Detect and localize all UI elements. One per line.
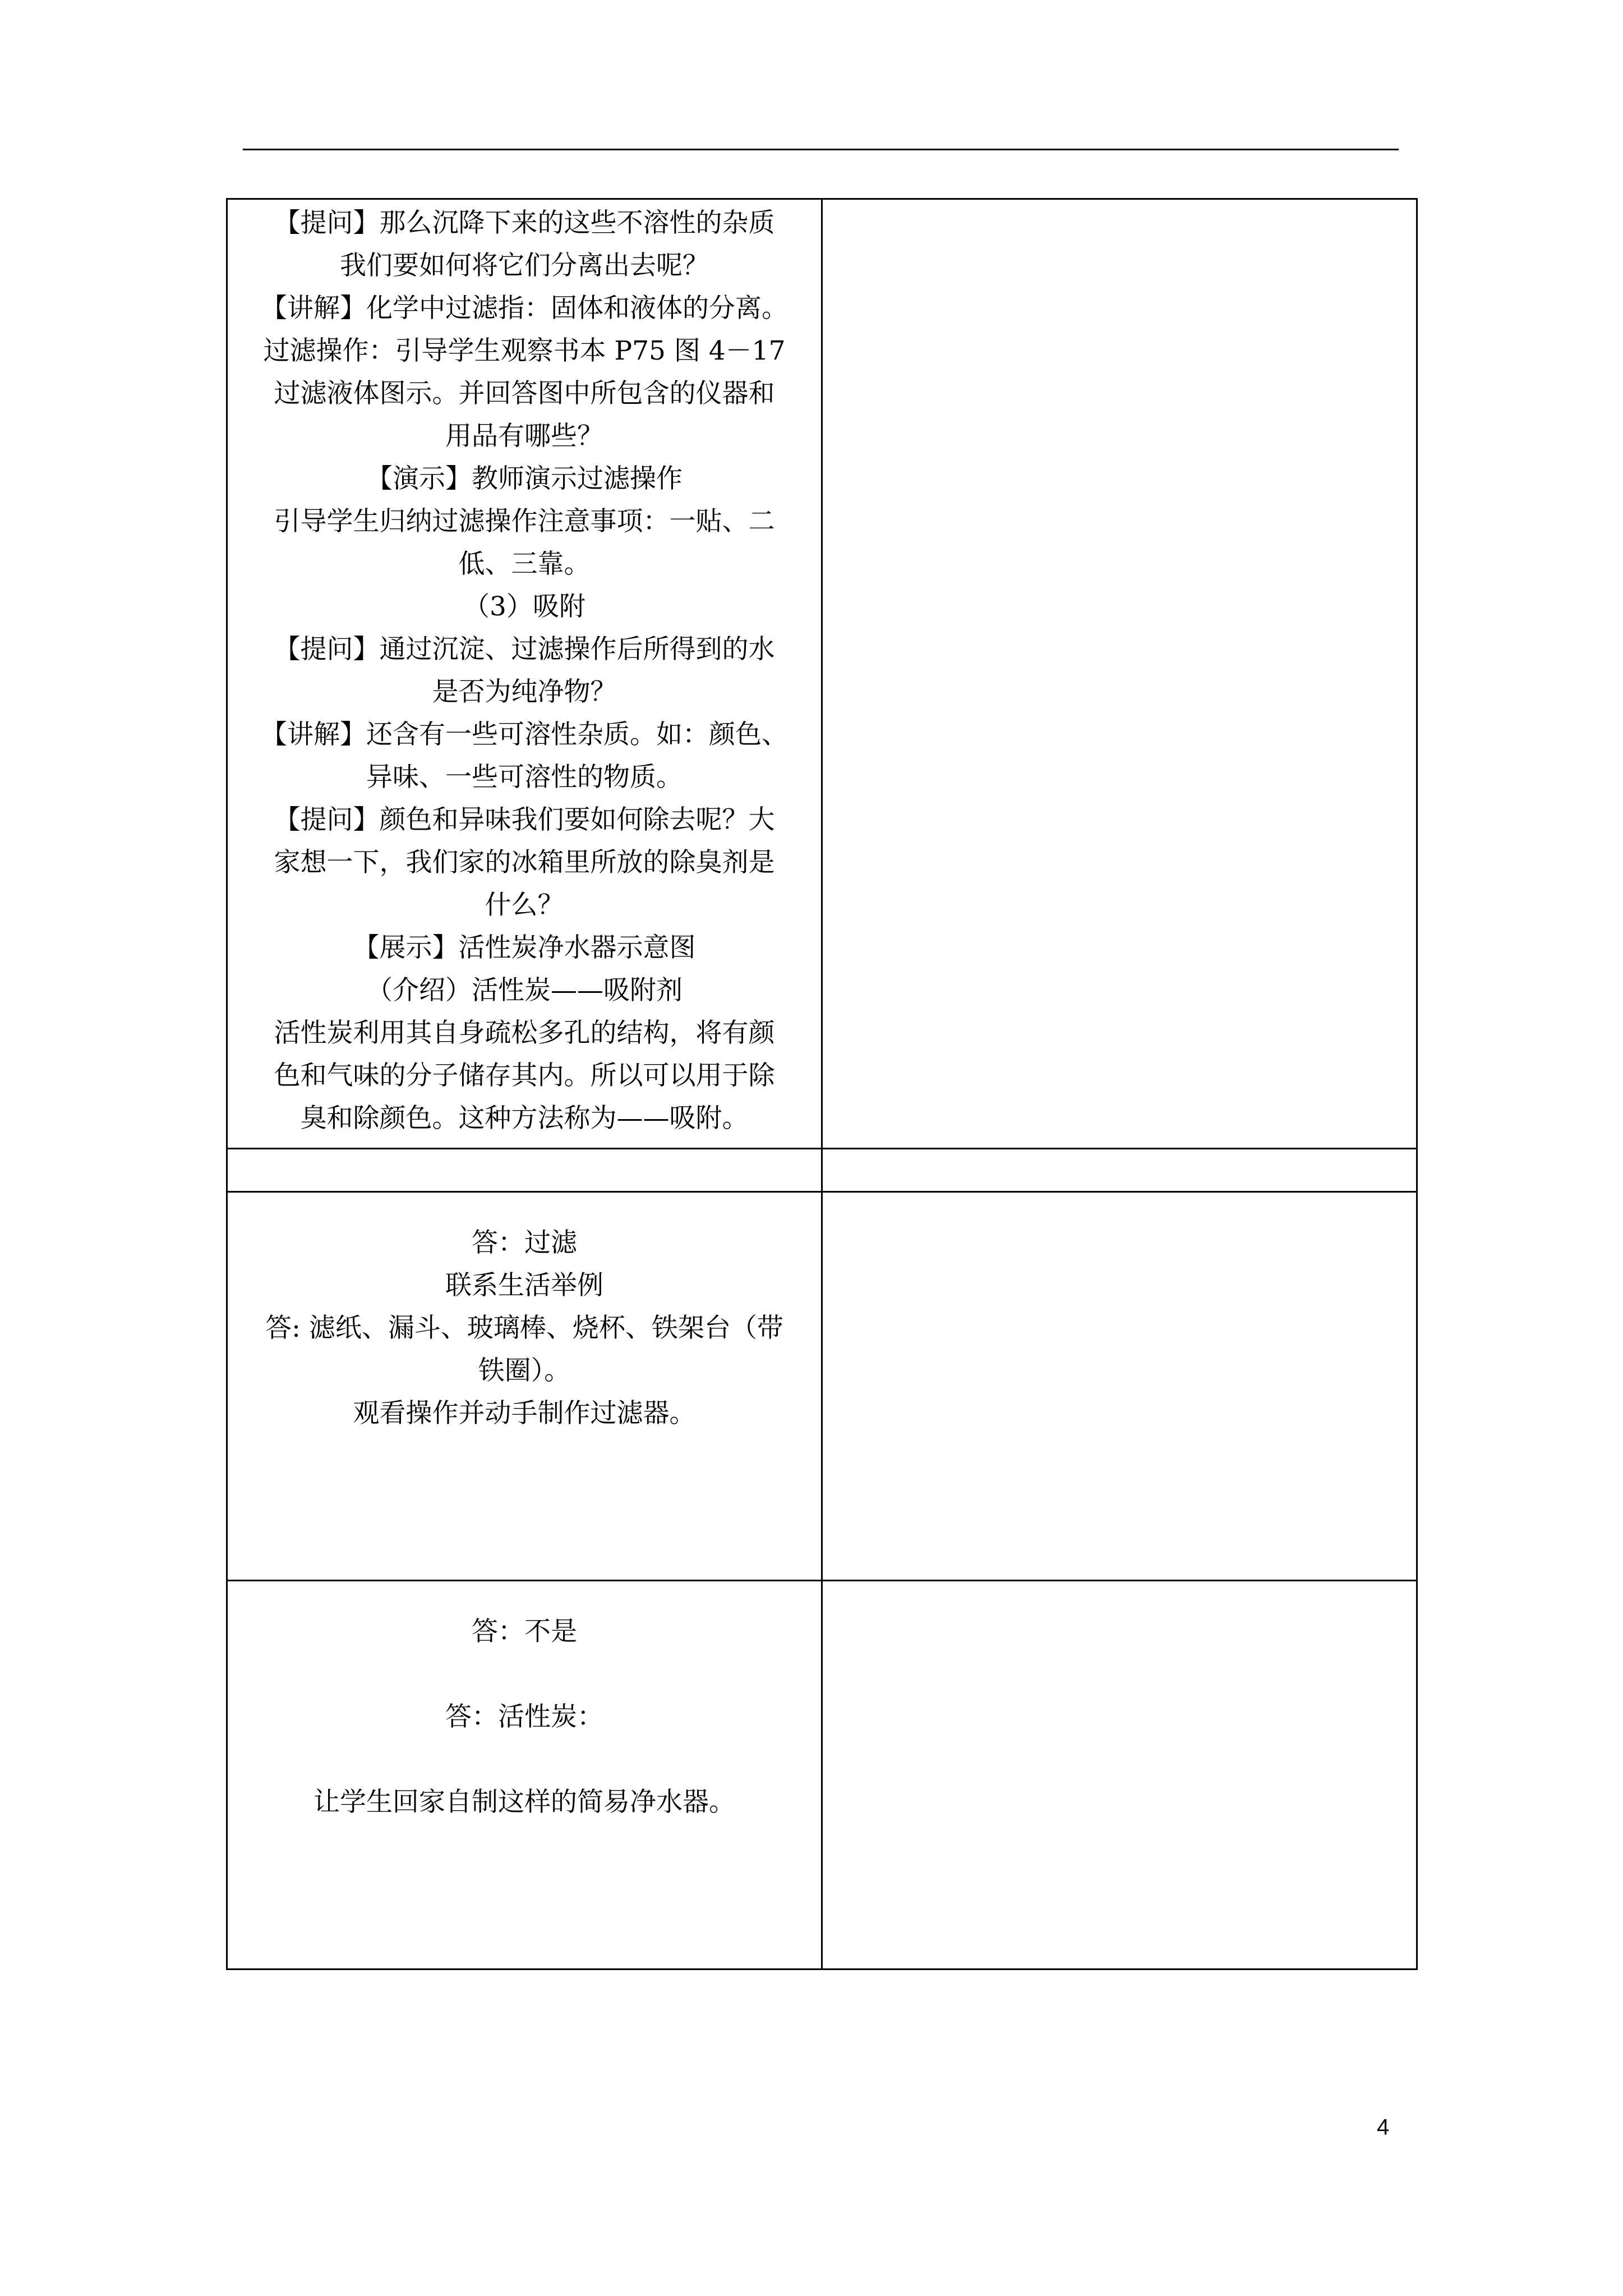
text-line: 观看操作并动手制作过滤器。 (353, 1398, 696, 1429)
empty-cell (227, 1149, 822, 1192)
text-line: （3）吸附 (463, 591, 585, 622)
text-line: 【讲解】还含有一些可溶性杂质。如：颜色、 (261, 719, 788, 750)
text-line: 铁圈）。 (478, 1355, 571, 1386)
text-line: 【讲解】化学中过滤指：固体和液体的分离。 (261, 293, 788, 324)
text-line: 过滤液体图示。并回答图中所包含的仪器和 (274, 378, 775, 409)
student-activity-cell (227, 1192, 822, 1581)
text-line: 答：过滤 (472, 1227, 577, 1258)
text-line: 【展示】活性炭净水器示意图 (353, 932, 696, 963)
text-line: 【提问】颜色和异味我们要如何除去呢？大 (274, 804, 775, 835)
text-line: 过滤操作：引导学生观察书本 P75 图 4－17 (263, 335, 786, 366)
notes-cell (822, 199, 1417, 1149)
text-line: 让学生回家自制这样的简易净水器。 (313, 1787, 735, 1818)
text-line: 臭和除颜色。这种方法称为——吸附。 (300, 1103, 749, 1134)
table-row (227, 1192, 1417, 1581)
text-line: 活性炭利用其自身疏松多孔的结构，将有颜 (274, 1018, 775, 1048)
text-line: 色和气味的分子储存其内。所以可以用于除 (274, 1060, 775, 1091)
text-line: 答：活性炭： (445, 1701, 603, 1732)
text-line: 用品有哪些？ (445, 421, 603, 452)
student-activity-cell (227, 1581, 822, 1970)
text-line: 联系生活举例 (445, 1270, 603, 1301)
text-line: 答：不是 (472, 1616, 577, 1647)
text-line: 【演示】教师演示过滤操作 (366, 463, 683, 494)
text-line: 异味、一些可溶性的物质。 (366, 762, 683, 793)
text-line: 什么？ (485, 890, 564, 921)
text-line: 【提问】通过沉淀、过滤操作后所得到的水 (274, 634, 775, 665)
table-row (227, 1149, 1417, 1192)
text-line: 低、三靠。 (458, 549, 591, 579)
text-line: （介绍）活性炭——吸附剂 (366, 975, 683, 1006)
text-line: 家想一下，我们家的冰箱里所放的除臭剂是 (274, 847, 775, 878)
text-line: 引导学生归纳过滤操作注意事项：一贴、二 (274, 506, 775, 537)
header-rule (243, 149, 1399, 150)
empty-cell (822, 1149, 1417, 1192)
page-number: 4 (1377, 2115, 1390, 2139)
text-line: 【提问】那么沉降下来的这些不溶性的杂质 (274, 208, 775, 238)
table-row (227, 1581, 1417, 1970)
text-line: 我们要如何将它们分离出去呢？ (340, 250, 709, 281)
lesson-table (226, 198, 1418, 1970)
teacher-activity-cell (227, 199, 822, 1149)
text-line: 是否为纯净物？ (432, 677, 617, 707)
table-row (227, 199, 1417, 1149)
notes-cell (822, 1581, 1417, 1970)
text-line: 答: 滤纸、漏斗、玻璃棒、烧杯、铁架台（带 (265, 1313, 783, 1343)
notes-cell (822, 1192, 1417, 1581)
